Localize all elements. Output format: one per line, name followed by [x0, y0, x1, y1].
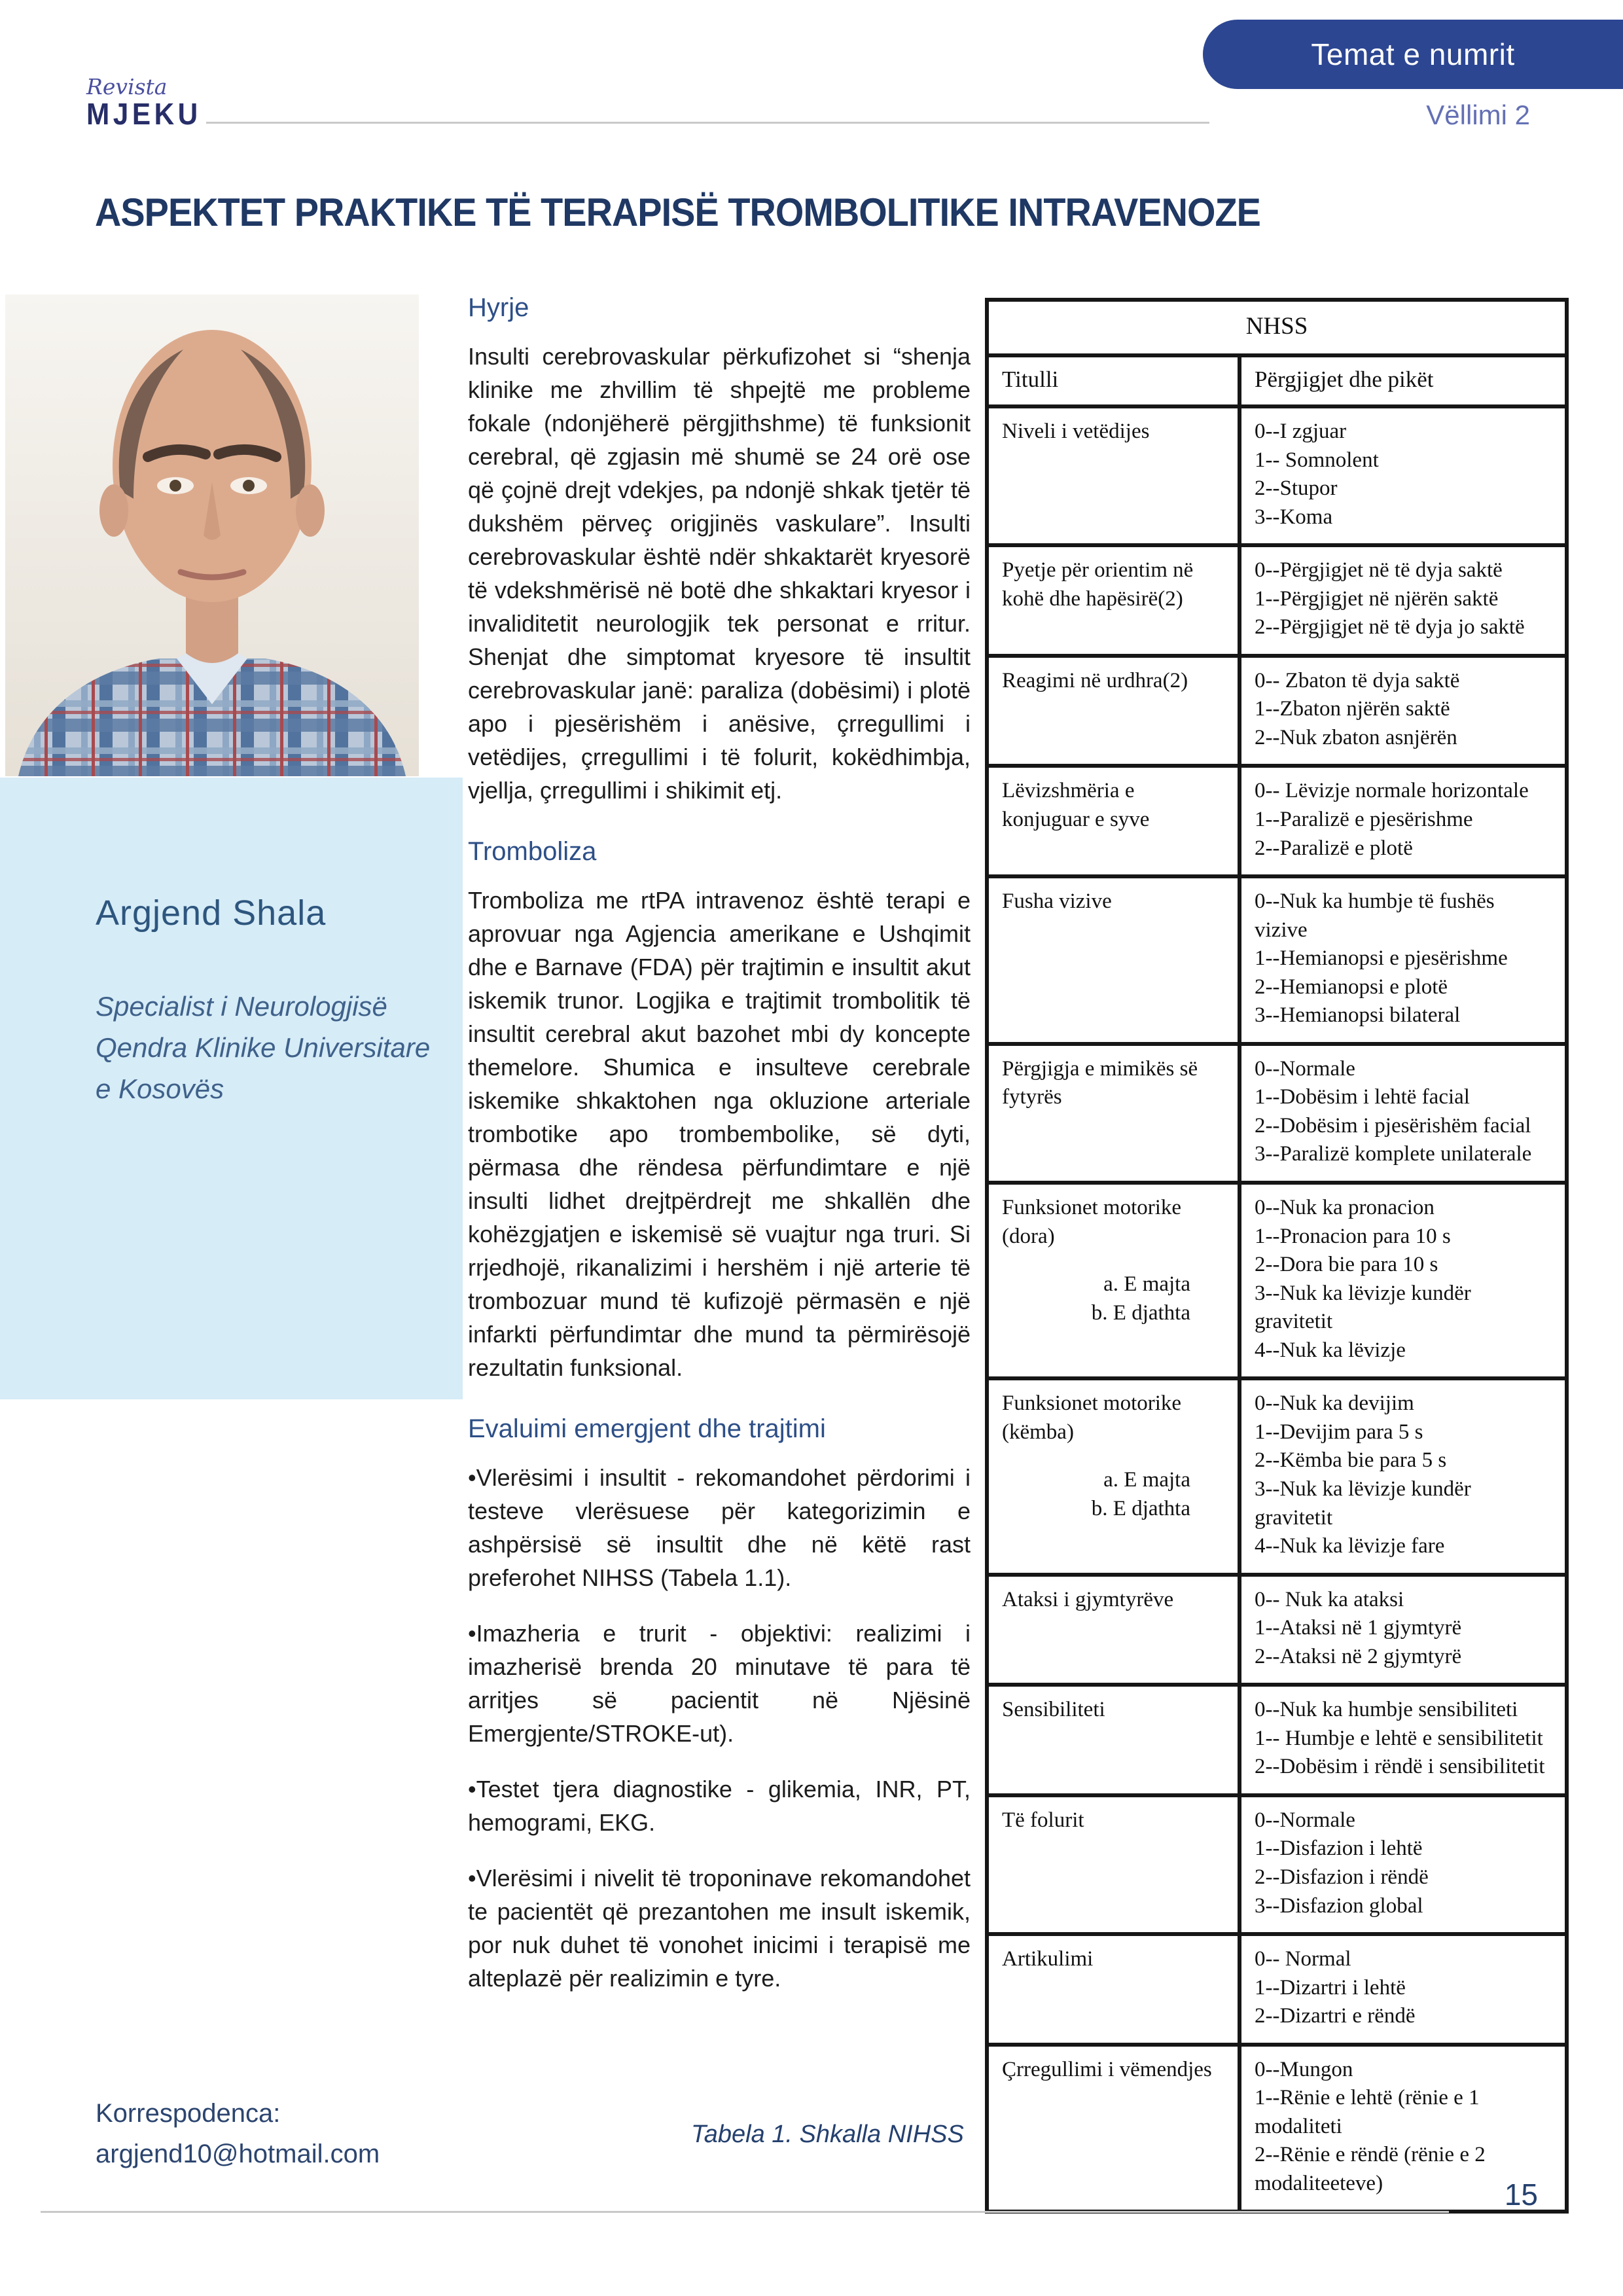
section-paragraphs	[468, 884, 971, 1384]
row-option: 0-- Nuk ka ataksi	[1255, 1587, 1404, 1611]
paragraph: •Imazheria e trurit - objektivi: realizimi i imazherisë brenda 20 minutave të para të arritjes së pacientit në Njësinë Emergjente/STROKE-ut).	[468, 1620, 971, 1747]
author-portrait-illustration	[5, 295, 419, 776]
row-subitems	[1002, 1270, 1224, 1327]
row-option: 2--Dobësim i pjesërishëm facial	[1255, 1113, 1531, 1138]
correspondence-email: argjend10@hotmail.com	[96, 2140, 380, 2168]
table-title-row	[987, 300, 1567, 355]
row-options	[1255, 1055, 1552, 1169]
row-option: 0--Nuk ka humbje sensibiliteti	[1255, 1698, 1518, 1722]
table-row	[987, 1795, 1567, 1934]
row-options	[1255, 1194, 1552, 1365]
row-options-cell	[1240, 656, 1567, 766]
row-option: 2--Ataksi në 2 gjymtyrë	[1255, 1644, 1462, 1668]
row-title-cell	[987, 656, 1240, 766]
row-options	[1255, 888, 1552, 1030]
row-options	[1255, 556, 1552, 642]
row-option: 3--Koma	[1255, 505, 1333, 529]
column-header-answers: Përgjigjet dhe pikët	[1240, 355, 1567, 406]
header-divider	[206, 122, 1209, 124]
row-title-cell	[987, 2045, 1240, 2212]
row-subitem: a. E majta	[1103, 1468, 1190, 1492]
journal-logo	[86, 76, 211, 129]
row-option: 2--Rënie e rëndë (rënie e 2 modaliteeteve)	[1255, 2143, 1486, 2195]
row-option: 4--Nuk ka lëvizje fare	[1255, 1534, 1445, 1558]
correspondence-block	[96, 2093, 380, 2174]
row-options	[1255, 667, 1552, 753]
row-option: 2--Nuk zbaton asnjërën	[1255, 725, 1457, 749]
row-option: 1--Paralizë e pjesërishme	[1255, 808, 1473, 832]
table-row	[987, 1183, 1567, 1378]
banner-label: Temat e numrit	[1311, 37, 1515, 71]
row-title: Funksionet motorike (këmba)	[1002, 1391, 1182, 1444]
row-options-cell	[1240, 545, 1567, 656]
row-options-cell	[1240, 766, 1567, 876]
table-title: NHSS	[987, 300, 1567, 355]
row-options-cell	[1240, 1685, 1567, 1795]
row-option: 2--Përgjigjet në të dyja jo saktë	[1255, 615, 1525, 639]
row-title: Pyetje për orientim në kohë dhe hapësirë(2)	[1002, 558, 1194, 611]
row-option: 0--Normale	[1255, 1808, 1355, 1832]
row-subitem: b. E djathta	[1091, 1300, 1190, 1325]
row-option: 0--Mungon	[1255, 2057, 1353, 2081]
row-option: 1--Ataksi në 1 gjymtyrë	[1255, 1616, 1462, 1640]
row-option: 1--Përgjigjet në njërën saktë	[1255, 586, 1499, 611]
article-body	[468, 293, 971, 2017]
article-section	[468, 837, 971, 1384]
table-row	[987, 766, 1567, 876]
row-options	[1255, 1390, 1552, 1560]
column-header-title: Titulli	[987, 355, 1240, 406]
row-title-cell	[987, 1044, 1240, 1183]
row-subitem: b. E djathta	[1091, 1496, 1190, 1520]
row-option: 2--Hemianopsi e plotë	[1255, 975, 1448, 999]
section-heading: Tromboliza	[468, 837, 597, 866]
row-title-cell	[987, 545, 1240, 656]
section-paragraphs	[468, 340, 971, 807]
row-option: 3--Nuk ka lëvizje kundër gravitetit	[1255, 1281, 1471, 1334]
row-option: 0-- Normal	[1255, 1947, 1351, 1971]
table-row	[987, 1934, 1567, 2045]
row-title: Funksionet motorike (dora)	[1002, 1196, 1182, 1248]
row-title-cell	[987, 1183, 1240, 1378]
row-options	[1255, 1586, 1552, 1672]
section-heading: Hyrje	[468, 293, 529, 322]
author-panel	[0, 778, 463, 1399]
row-options	[1255, 1696, 1552, 1782]
author-credentials: Specialist i Neurologjisë Qendra Klinike Universitare e Kosovës	[96, 991, 431, 1104]
row-title-cell	[987, 766, 1240, 876]
row-option: 0-- Zbaton të dyja saktë	[1255, 668, 1460, 692]
row-title: Sensibiliteti	[1002, 1698, 1105, 1722]
row-title: Reagimi në urdhra(2)	[1002, 668, 1188, 692]
row-subitem: a. E majta	[1103, 1272, 1190, 1297]
row-title: Fusha vizive	[1002, 889, 1112, 914]
section-paragraphs	[468, 1461, 971, 1995]
row-options-cell	[1240, 876, 1567, 1044]
nihss-table	[985, 298, 1569, 2214]
article-section	[468, 1414, 971, 1995]
row-options	[1255, 777, 1552, 863]
row-option: 2--Këmba bie para 5 s	[1255, 1448, 1447, 1473]
row-title: Çrregullimi i vëmendjes	[1002, 2057, 1212, 2081]
row-option: 2--Stupor	[1255, 476, 1338, 501]
table-row	[987, 1044, 1567, 1183]
row-title: Artikulimi	[1002, 1947, 1094, 1971]
row-options-cell	[1240, 1934, 1567, 2045]
row-option: 0--I zgjuar	[1255, 420, 1347, 443]
row-title: Të folurit	[1002, 1808, 1084, 1832]
row-option: 1--Hemianopsi e pjesërishme	[1255, 946, 1508, 971]
row-options-cell	[1240, 406, 1567, 545]
paragraph: •Testet tjera diagnostike - glikemia, INR, PT, hemogrami, EKG.	[468, 1776, 971, 1836]
table-row	[987, 406, 1567, 545]
row-option: 1--Devijim para 5 s	[1255, 1420, 1423, 1444]
row-title: Ataksi i gjymtyrëve	[1002, 1587, 1174, 1611]
row-options	[1255, 1945, 1552, 2031]
table-row	[987, 876, 1567, 1044]
row-options-cell	[1240, 1378, 1567, 1574]
row-option: 2--Dora bie para 10 s	[1255, 1253, 1438, 1277]
row-subitems	[1002, 1466, 1224, 1523]
row-title-cell	[987, 1795, 1240, 1934]
author-photo	[5, 295, 419, 776]
row-option: 2--Disfazion i rëndë	[1255, 1865, 1429, 1889]
row-options	[1255, 1806, 1552, 1920]
row-option: 3--Nuk ka lëvizje kundër gravitetit	[1255, 1477, 1471, 1530]
volume-label: Vëllimi 2	[1426, 99, 1530, 130]
logo-revista-text: Revista	[86, 74, 168, 99]
table-row	[987, 1575, 1567, 1685]
row-option: 1--Disfazion i lehtë	[1255, 1837, 1423, 1861]
article-section	[468, 293, 971, 807]
paragraph: Insulti cerebrovaskular përkufizohet si “shenja klinike me zhvillim të shpejtë me probleme fokale (ndonjëherë përgjithshme) të funksionit cerebral, që zgjasin më shumë se 24 orë ose që çojnë drejt vdekjes, pa ndonjë shkak tjetër të dukshëm përveç origjinës vaskulare”. Insulti cerebrovaskular është ndër shkaktarët kryesorë të vdekshmërisë në botë dhe shkaktari kryesor i invaliditetit neurologjik tek personat e rritur. Shenjat dhe simptomat kryesore të insultit cerebrovaskular janë: paraliza (dobësimi) i plotë apo i pjesërishëm i anësive, çrregullimi i vetëdijes, çrregullimi i të folurit, kokëdhimbja, vjellja, çrregullimi i shikimit etj.	[468, 343, 971, 804]
row-title-cell	[987, 1378, 1240, 1574]
row-options-cell	[1240, 1183, 1567, 1378]
row-option: 1-- Somnolent	[1255, 448, 1379, 472]
row-option: 2--Paralizë e plotë	[1255, 836, 1413, 860]
row-option: 0--Nuk ka pronacion	[1255, 1196, 1435, 1220]
article-title: ASPEKTET PRAKTIKE TË TERAPISË TROMBOLITIKE INTRAVENOZE	[95, 190, 1260, 234]
row-option: 3--Hemianopsi bilateral	[1255, 1003, 1461, 1028]
row-option: 2--Dizartri e rëndë	[1255, 2004, 1416, 2028]
row-options-cell	[1240, 1795, 1567, 1934]
row-title: Përgjigja e mimikës së fytyrës	[1002, 1056, 1198, 1109]
row-options	[1255, 418, 1552, 531]
footer-divider	[41, 2211, 1449, 2213]
page-number: 15	[1504, 2178, 1538, 2212]
table-row	[987, 1378, 1567, 1574]
row-title-cell	[987, 876, 1240, 1044]
row-title: Lëvizshmëria e konjuguar e syve	[1002, 779, 1150, 832]
section-heading: Evaluimi emergjent dhe trajtimi	[468, 1414, 826, 1443]
row-option: 0--Përgjigjet në të dyja saktë	[1255, 558, 1503, 583]
nihss-table-body	[987, 406, 1567, 2212]
table-row	[987, 545, 1567, 656]
row-options-cell	[1240, 1044, 1567, 1183]
paragraph: •Vlerësimi i insultit - rekomandohet përdorimi i testeve vlerësuese për kategorizimin e ashpërsisë së insultit dhe në këtë rast preferohet NIHSS (Tabela 1.1).	[468, 1464, 971, 1591]
row-options-cell	[1240, 1575, 1567, 1685]
table-row	[987, 1685, 1567, 1795]
row-title-cell	[987, 1575, 1240, 1685]
paragraph: •Vlerësimi i nivelit të troponinave rekomandohet te pacientët që prezantohen me insult iskemik, por nuk duhet të vonohet inicimi i terapisë me alteplazë për realizimin e tyre.	[468, 1865, 971, 1992]
row-option: 3--Paralizë komplete unilaterale	[1255, 1142, 1532, 1166]
row-option: 0--Nuk ka devijim	[1255, 1391, 1414, 1416]
table-header-row	[987, 355, 1567, 406]
row-option: 1--Dizartri i lehtë	[1255, 1975, 1406, 2000]
paragraph: Tromboliza me rtPA intravenoz është terapi e aprovuar nga Agjencia amerikane e Ushqimit dhe e Barnave (FDA) për trajtimin e insultit akut iskemik trunor. Logjika e trajtimit trombolitik të insultit cerebral akut bazohet mbi dy koncepte themelore. Shumica e insulteve cerebrale iskemike shkaktohen nga okluzione arteriale trombotike apo trombembolike, së dyti, përmasa dhe rëndesa përfundimtare e një insulti lidhet drejtpërdrejt me shkallën dhe kohëzgjatjen e iskemisë së vuajtur nga truri. Si rrjedhojë, rikanalizimi i hershëm i një arterie të trombozuar mund të kufizojë përmasën e një infarkti përfundimtar dhe mund ta përmirësojë rezultatin funksional.	[468, 887, 971, 1381]
row-option: 1--Rënie e lehtë (rënie e 1 modaliteti	[1255, 2086, 1480, 2138]
row-option: 1--Dobësim i lehtë facial	[1255, 1085, 1470, 1109]
row-title-cell	[987, 1934, 1240, 2045]
table-row	[987, 656, 1567, 766]
row-option: 0--Nuk ka humbje të fushës vizive	[1255, 889, 1495, 942]
row-option: 1--Zbaton njërën saktë	[1255, 697, 1450, 721]
row-option: 1-- Humbje e lehtë e sensibilitetit	[1255, 1726, 1543, 1750]
row-option: 3--Disfazion global	[1255, 1893, 1423, 1918]
row-title: Niveli i vetëdijes	[1002, 420, 1150, 443]
issue-topics-banner	[1203, 20, 1623, 89]
row-option: 1--Pronacion para 10 s	[1255, 1224, 1451, 1248]
correspondence-label: Korrespodenca:	[96, 2099, 281, 2128]
row-option: 0--Normale	[1255, 1056, 1355, 1081]
logo-mjeku-text: MJEKU	[86, 97, 202, 131]
row-option: 0-- Lëvizje normale horizontale	[1255, 779, 1529, 803]
row-title-cell	[987, 1685, 1240, 1795]
row-title-cell	[987, 406, 1240, 545]
row-option: 4--Nuk ka lëvizje	[1255, 1338, 1406, 1362]
author-name: Argjend Shala	[96, 893, 327, 933]
table-caption: Tabela 1. Shkalla NIHSS	[691, 2121, 964, 2148]
row-option: 2--Dobësim i rëndë i sensibilitetit	[1255, 1755, 1545, 1779]
